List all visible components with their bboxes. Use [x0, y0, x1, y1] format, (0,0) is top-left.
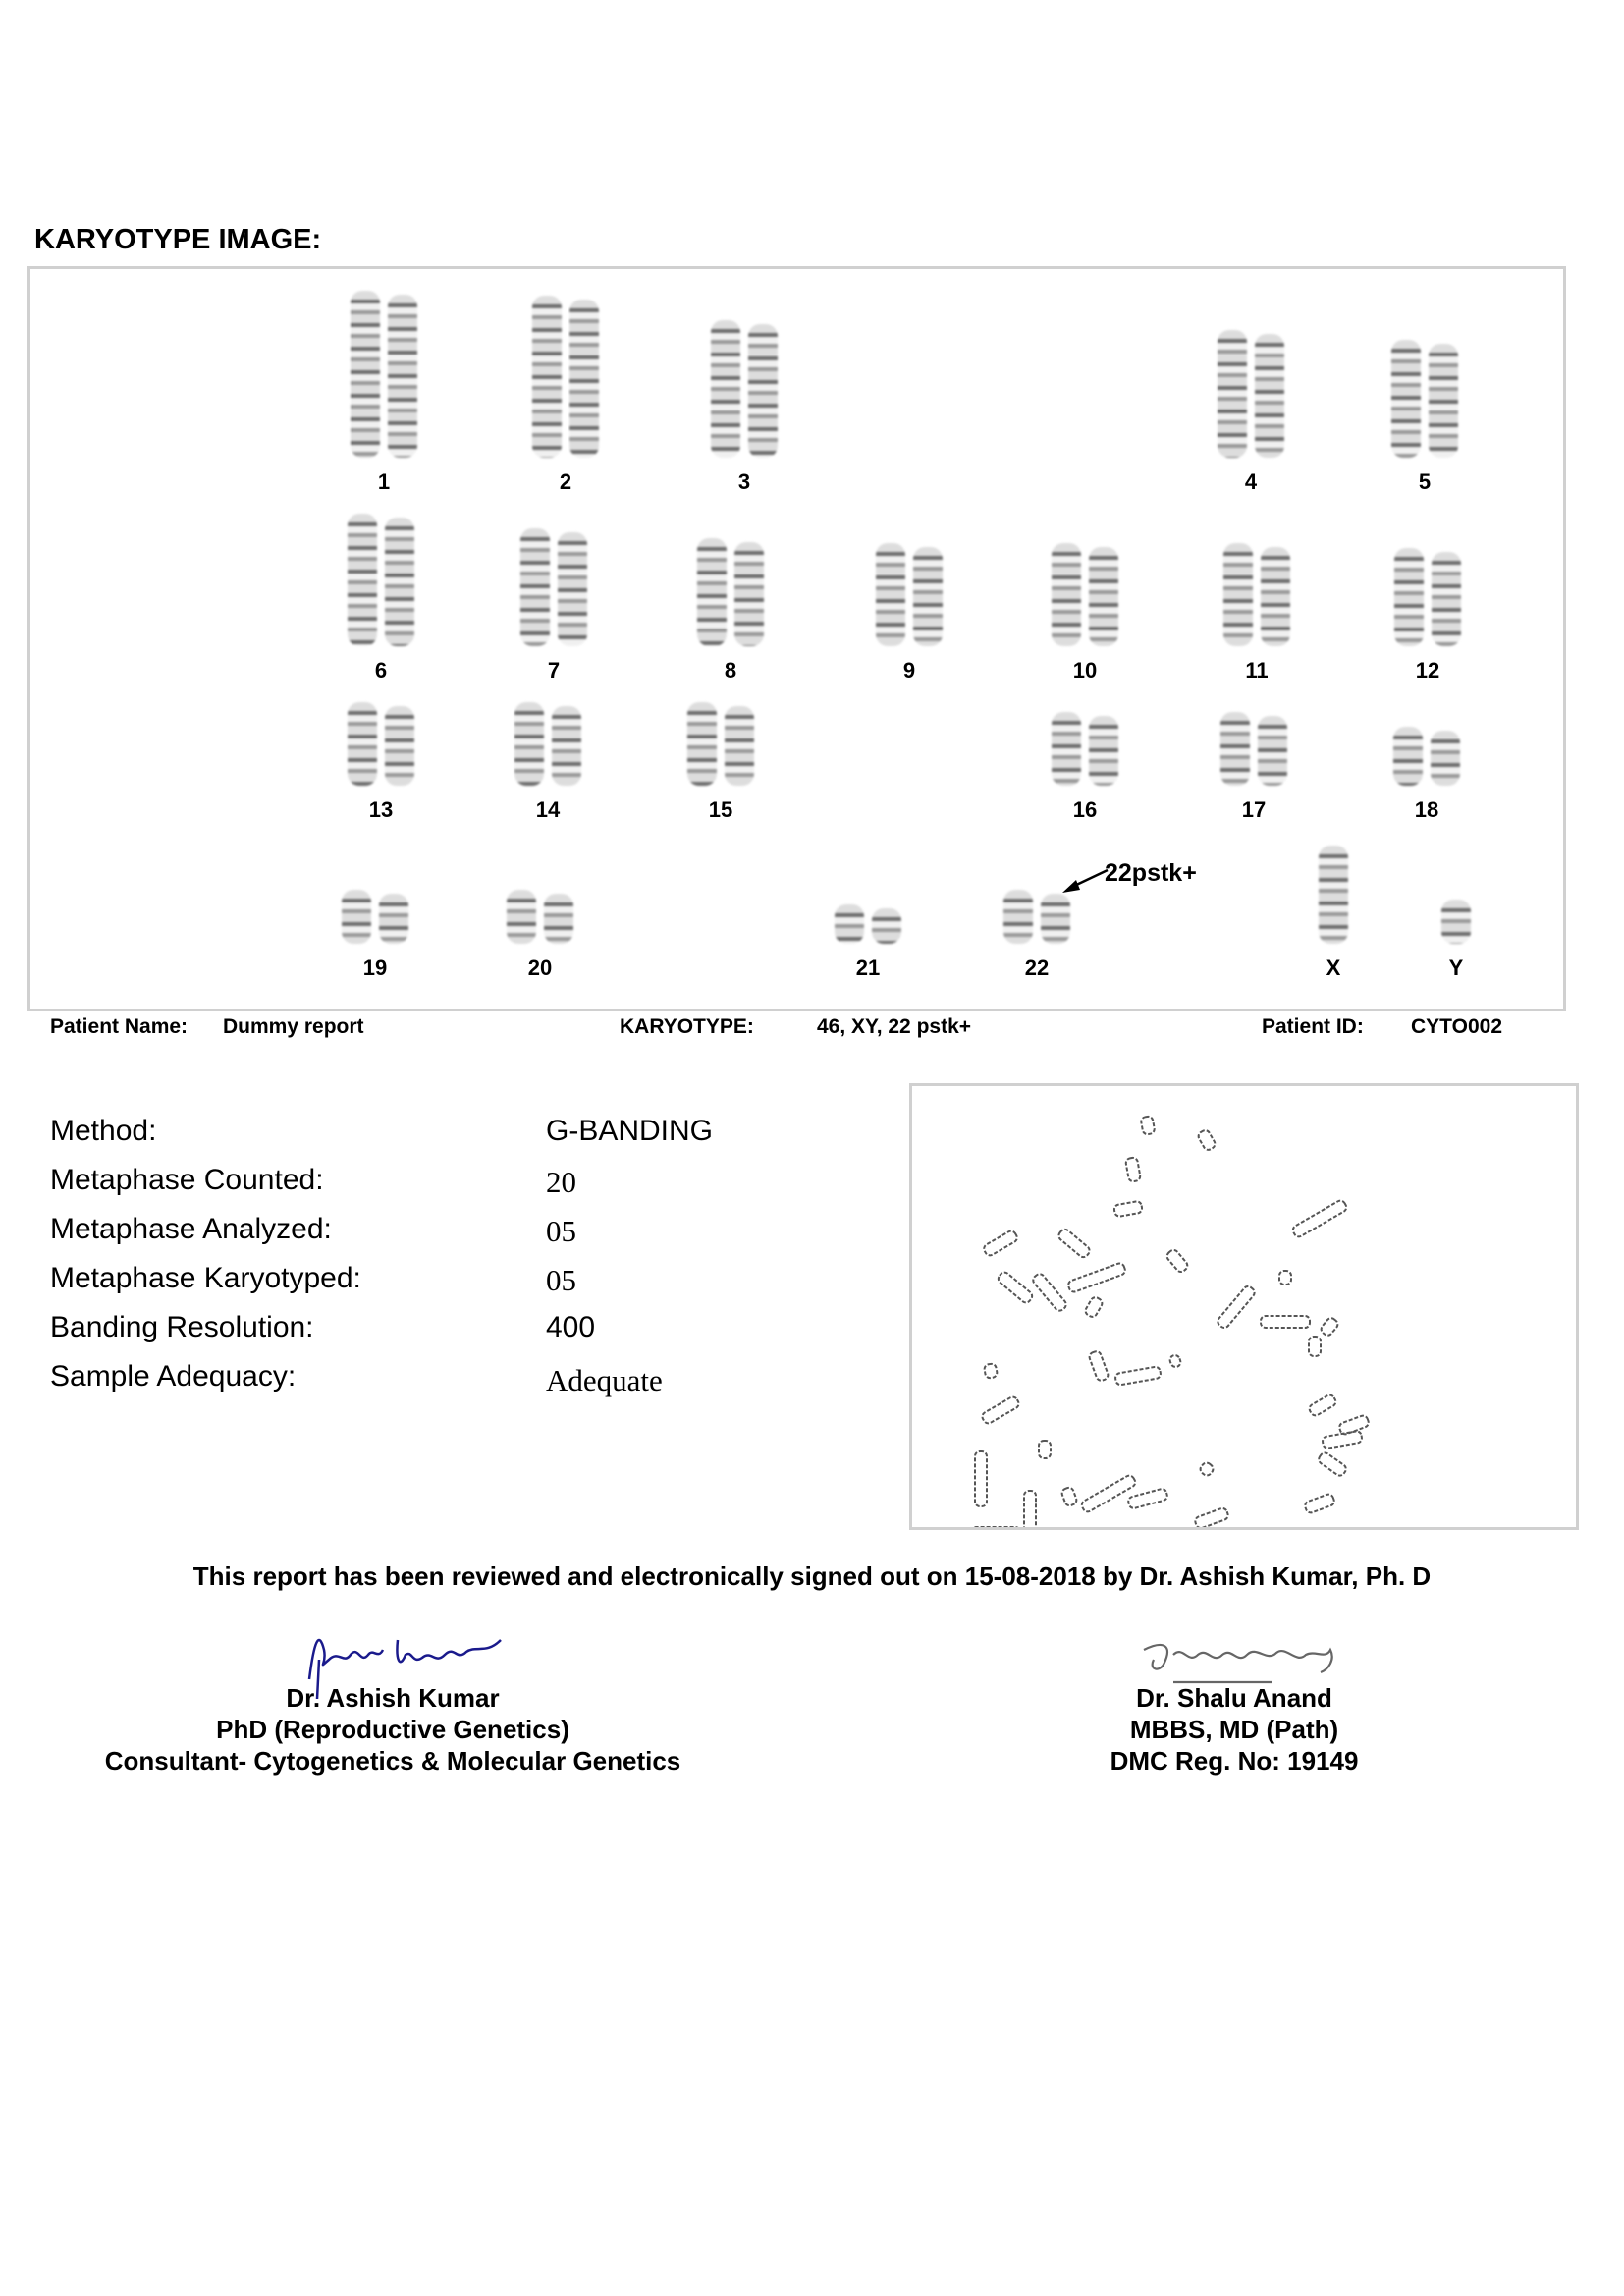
- chromosome-pair: [348, 514, 414, 646]
- chromosome: [1319, 846, 1348, 944]
- chromosome-label: 4: [1244, 469, 1258, 494]
- chromosome-annotation: 22pstk+: [1105, 859, 1197, 887]
- chromosome: [876, 543, 905, 646]
- signatory-2-qualification: MBBS, MD (Path): [1129, 1715, 1339, 1744]
- chromosome-label: 10: [1072, 658, 1098, 683]
- metaphase-chromosome: [1291, 1199, 1348, 1238]
- chromosome: [1089, 547, 1118, 646]
- metaphase-chromosomes: [912, 1086, 1576, 1527]
- metaphase-chromosome: [1114, 1366, 1161, 1386]
- metaphase-analyzed-label: Metaphase Analyzed:: [50, 1213, 332, 1245]
- metaphase-chromosome: [997, 1271, 1034, 1305]
- chromosome-pair: [514, 702, 581, 786]
- chromosome: [388, 295, 417, 458]
- chromosome-pair: [711, 320, 778, 458]
- method-label: Method:: [50, 1115, 157, 1147]
- chromosome-pair: [697, 538, 764, 646]
- chromosome: [1441, 900, 1471, 944]
- chromosome: [913, 547, 943, 646]
- chromosome: [351, 291, 380, 458]
- metaphase-chromosome: [1168, 1354, 1182, 1369]
- chromosome-pair: [351, 291, 417, 458]
- metaphase-chromosome: [1127, 1488, 1168, 1509]
- metaphase-chromosome: [1125, 1157, 1141, 1182]
- chromosome-pair: [1003, 890, 1070, 944]
- chromosome-pair: [1220, 712, 1287, 786]
- chromosome: [697, 538, 727, 646]
- metaphase-chromosome: [984, 1363, 998, 1379]
- chromosome-label: 19: [362, 956, 388, 980]
- metaphase-analyzed-value: 05: [546, 1214, 576, 1248]
- chromosome: [507, 890, 536, 944]
- chromosome: [552, 706, 581, 786]
- sample-adequacy-value: Adequate: [546, 1363, 663, 1397]
- metaphase-chromosome: [1060, 1486, 1077, 1506]
- chromosome: [872, 908, 901, 944]
- chromosome: [385, 706, 414, 786]
- signatory-2: [1038, 1682, 1431, 1777]
- chromosome: [734, 542, 764, 646]
- chromosome-label: 21: [855, 956, 881, 980]
- metaphase-chromosome: [1031, 1272, 1067, 1312]
- metaphase-chromosome: [1279, 1271, 1291, 1285]
- metaphase-chromosome: [975, 1451, 987, 1506]
- metaphase-chromosome: [1088, 1350, 1110, 1382]
- metaphase-karyotyped-value: 05: [546, 1263, 576, 1297]
- metaphase-counted-label: Metaphase Counted:: [50, 1164, 324, 1196]
- signatory-1: [49, 1682, 736, 1777]
- chromosome-label: 20: [527, 956, 553, 980]
- chromosome: [379, 894, 408, 944]
- chromosome-label: 13: [368, 797, 394, 822]
- chromosome: [1393, 727, 1423, 786]
- chromosome: [569, 300, 599, 458]
- chromosome: [1041, 894, 1070, 944]
- metaphase-chromosome: [1322, 1431, 1362, 1449]
- chromosome-label: 17: [1241, 797, 1267, 822]
- chromosome-label: 2: [559, 469, 572, 494]
- chromosome-label: 12: [1415, 658, 1440, 683]
- chromosome-label: 22: [1024, 956, 1050, 980]
- chromosome: [385, 518, 414, 646]
- chromosome-label: 11: [1245, 658, 1269, 683]
- signatory-1-title: Consultant- Cytogenetics & Molecular Genetics: [104, 1746, 681, 1776]
- signed-statement: This report has been reviewed and electronically signed out on 15-08-2018 by Dr. Ashish Kumar, Ph. D: [192, 1561, 1432, 1591]
- chromosome-pair: [1393, 727, 1460, 786]
- chromosome: [514, 702, 544, 786]
- chromosome-pair: [1441, 900, 1471, 944]
- signatory-2-registration: DMC Reg. No: 19149: [1110, 1746, 1359, 1776]
- chromosome-label: 9: [902, 658, 916, 683]
- chromosome: [1052, 712, 1081, 786]
- chromosome: [1052, 543, 1081, 646]
- chromosome-label: Y: [1448, 956, 1464, 980]
- patient-id-value: CYTO002: [1411, 1015, 1502, 1038]
- metaphase-chromosome: [1067, 1262, 1126, 1293]
- chromosome: [725, 706, 754, 786]
- signatory-2-name: Dr. Shalu Anand: [1136, 1683, 1332, 1713]
- metaphase-chromosome: [1141, 1116, 1156, 1135]
- chromosome: [687, 702, 717, 786]
- chromosome-label: 18: [1414, 797, 1439, 822]
- chromosome: [835, 904, 864, 944]
- section-title: KARYOTYPE IMAGE:: [34, 224, 322, 255]
- metaphase-chromosome: [1309, 1337, 1321, 1356]
- chromosome: [558, 532, 587, 646]
- chromosome-pair: [1394, 548, 1461, 646]
- chromosome: [1258, 716, 1287, 786]
- chromosome-pair: [1052, 543, 1118, 646]
- chromosome-label: 16: [1072, 797, 1098, 822]
- metaphase-chromosome: [1261, 1316, 1310, 1328]
- chromosome: [532, 296, 562, 458]
- chromosome: [1089, 716, 1118, 786]
- banding-resolution-label: Banding Resolution:: [50, 1311, 314, 1343]
- chromosome: [544, 894, 573, 944]
- metaphase-counted-value: 20: [546, 1165, 576, 1199]
- chromosome-pair: [1319, 846, 1348, 944]
- karyotype-value: 46, XY, 22 pstk+: [817, 1015, 972, 1038]
- metaphase-chromosome: [1084, 1295, 1104, 1318]
- metaphase-chromosome: [1216, 1285, 1256, 1330]
- chromosome-pair: [1223, 543, 1290, 646]
- chromosome: [1255, 334, 1284, 458]
- chromosome-pair: [342, 890, 408, 944]
- chromosome: [520, 528, 550, 646]
- chromosome-label: 15: [708, 797, 733, 822]
- chromosome-label: 5: [1418, 469, 1432, 494]
- chromosome: [1432, 552, 1461, 646]
- chromosome: [342, 890, 371, 944]
- chromosome: [1394, 548, 1424, 646]
- karyotype-label: KARYOTYPE:: [620, 1015, 754, 1038]
- chromosome: [1003, 890, 1033, 944]
- metaphase-chromosome: [1308, 1394, 1337, 1417]
- sample-adequacy-label: Sample Adequacy:: [50, 1360, 297, 1393]
- patient-name-value: Dummy report: [223, 1015, 364, 1038]
- method-value: G-BANDING: [546, 1115, 714, 1147]
- metaphase-chromosome: [981, 1395, 1021, 1425]
- patient-name-label: Patient Name:: [50, 1015, 189, 1038]
- chromosome-pair: [507, 890, 573, 944]
- chromosome-label: X: [1326, 956, 1341, 980]
- chromosome-pair: [876, 543, 943, 646]
- chromosome-pair: [348, 702, 414, 786]
- chromosome: [711, 320, 740, 458]
- metaphase-chromosome: [1199, 1461, 1216, 1478]
- chromosome-label: 6: [374, 658, 388, 683]
- metaphase-spread-image: [909, 1083, 1579, 1530]
- chromosome-pair: [1052, 712, 1118, 786]
- chromosome: [748, 324, 778, 458]
- metaphase-chromosome: [1194, 1507, 1229, 1527]
- chromosome: [1223, 543, 1253, 646]
- metaphase-karyotyped-label: Metaphase Karyotyped:: [50, 1262, 361, 1294]
- metaphase-chromosome: [1320, 1316, 1340, 1338]
- metaphase-chromosome: [1113, 1201, 1143, 1218]
- metaphase-chromosome: [1056, 1228, 1091, 1259]
- arrow-icon: [1060, 866, 1110, 896]
- chromosome-label: 1: [377, 469, 391, 494]
- chromosome-label: 3: [737, 469, 751, 494]
- chromosome-pair: [835, 904, 901, 944]
- chromosome: [1261, 547, 1290, 646]
- banding-resolution-value: 400: [546, 1311, 596, 1343]
- metaphase-chromosome: [1024, 1491, 1036, 1527]
- metaphase-chromosome: [1165, 1248, 1190, 1274]
- metaphase-chromosome: [1080, 1474, 1137, 1513]
- chromosome-label: 7: [547, 658, 561, 683]
- chromosome: [1218, 330, 1247, 458]
- metaphase-chromosome: [982, 1230, 1018, 1257]
- chromosome-pair: [1391, 340, 1458, 458]
- patient-id-label: Patient ID:: [1262, 1015, 1364, 1038]
- metaphase-chromosome: [1304, 1493, 1335, 1514]
- chromosome: [1429, 344, 1458, 458]
- chromosome-label: 8: [724, 658, 737, 683]
- chromosome: [348, 514, 377, 646]
- chromosome-pair: [687, 702, 754, 786]
- chromosome-pair: [532, 296, 599, 458]
- chromosome: [348, 702, 377, 786]
- signatory-1-name: Dr. Ashish Kumar: [286, 1683, 500, 1713]
- chromosome: [1431, 731, 1460, 786]
- metaphase-chromosome: [1039, 1441, 1051, 1458]
- chromosome-pair: [520, 528, 587, 646]
- chromosome-pair: [1218, 330, 1284, 458]
- chromosome: [1220, 712, 1250, 786]
- chromosome: [1391, 340, 1421, 458]
- signatory-1-qualification: PhD (Reproductive Genetics): [216, 1715, 569, 1744]
- chromosome-label: 14: [535, 797, 561, 822]
- metaphase-chromosome: [1197, 1128, 1217, 1151]
- metaphase-chromosome: [1317, 1450, 1347, 1477]
